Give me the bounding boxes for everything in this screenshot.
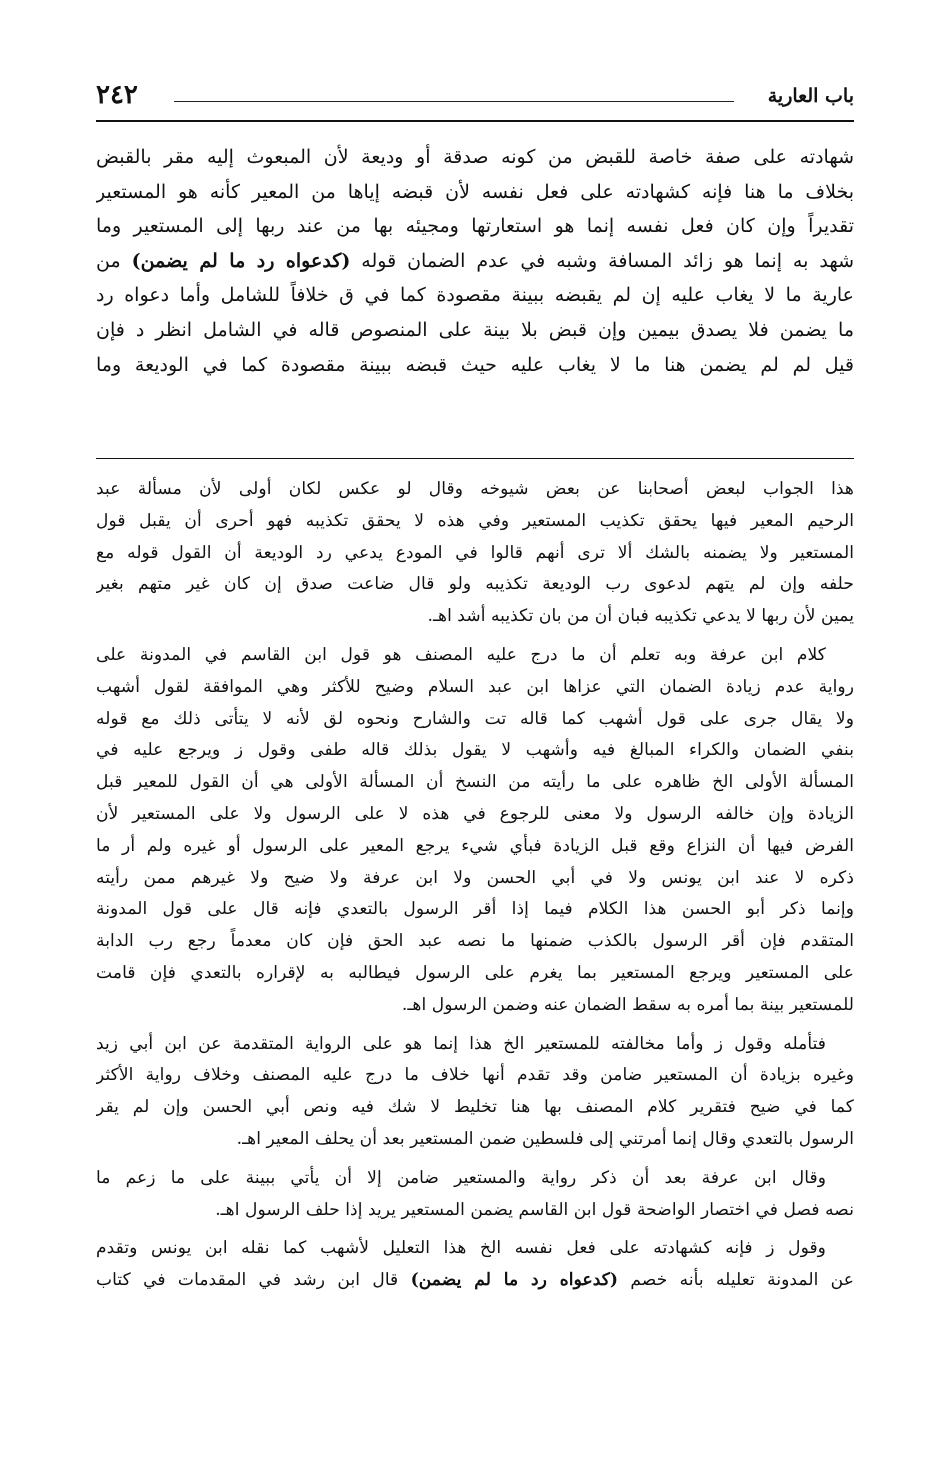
footnote-line: الفرض فيها أن النزاع وقع قبل الزيادة فبأي شيء يرجع المعير على الرسول أو غيره ولم أر ما — [96, 835, 854, 856]
page-number: ٢٤٢ — [96, 80, 138, 110]
footnote-line: المستعير ولا يضمنه بالشك ألا ترى أنهم قالوا في المودع يدعي رد الوديعة أن القول قوله مع — [96, 542, 854, 563]
footnote-line: كما في ضيح فتقرير كلام المصنف بها هنا تخليط لا شك فيه ونص أبي الحسن وإن لم يقر — [96, 1097, 854, 1118]
main-line: بخلاف ما هنا فإنه كشهادته على فعل نفسه لأن قبضه إياها من المعير كأنه هو المستعير — [96, 180, 854, 203]
footnote-line: وقال ابن عرفة بعد أن ذكر رواية والمستعير ضامن إلا أن يأتي ببينة على ما زعم ما — [96, 1167, 826, 1188]
header-rule — [174, 101, 734, 102]
footnote-line: المتقدم فإن أقر الرسول بالكذب ضمنها ما نصه عبد الحق فإن كان معدماً رجع رب الدابة — [96, 931, 854, 952]
main-line: شهادته على صفة خاصة للقبض من كونه صدقة أو وديعة لأن المبعوث إليه مقر بالقبض — [96, 146, 854, 168]
running-head — [96, 80, 854, 114]
main-line: ما يضمن فلا يصدق بيمين وإن قبض بلا بينة على المنصوص قاله في الشامل انظر د فإن — [96, 318, 854, 341]
header-divider — [96, 120, 854, 122]
footnote-line: نصه فصل في اختصار الواضحة قول ابن القاسم يضمن المستعير يريد إذا حلف الرسول اهـ. — [215, 1199, 854, 1220]
main-line-end: من — [96, 249, 121, 272]
footnote-line: بنفي الضمان والكراء المبالغ فيه وأشهب لا يقول بذلك قاله طفى وقول ز ويرجع عليه في — [96, 740, 854, 761]
footnote-line: ذكره لا عند ابن يونس ولا في أبي الحسن ولا ابن عرفة ولا ضيح ولا غيرهم ممن رأيته — [96, 867, 854, 888]
footnote-line: وإنما ذكر أبو الحسن هذا الكلام فيما إذا أقر الرسول بالتعدي فإنه قال على قول المدونة — [96, 899, 854, 920]
footnote-line: المسألة الأولى الخ ظاهره على ما رأيته من النسخ أن المسألة الأولى هي أن القول للمعير قبل — [96, 772, 854, 793]
footnote-paragraph — [96, 1163, 854, 1227]
footnote-line-end: قال ابن رشد في المقدمات في كتاب — [96, 1270, 399, 1291]
main-line-text: شهد به إنما هو زائد المسافة وشبه في عدم الضمان قوله — [361, 249, 854, 272]
footnote-line: فتأمله وقول ز وأما مخالفته للمستعير الخ هذا إنما هو على الرواية المتقدمة عن ابن أبي زيد — [96, 1033, 826, 1054]
footnote-line: على المستعير ويرجع المستعير بما يغرم على الرسول فيطالبه به لإقراره بالتعدي فإن قامت — [96, 962, 854, 983]
footnotes — [96, 474, 854, 1304]
footnote-line: حلفه وإن لم يتهم لدعوى رب الوديعة تكذيبه ولو قال ضاعت صدق إن كان غير متهم بغير — [96, 574, 854, 595]
footnote-line: الزيادة وإن خالفه الرسول ولا معنى للرجوع في هذه لا على الرسول ولا على المستعير لأن — [96, 803, 854, 824]
chapter-title: باب العارية — [767, 85, 854, 107]
footnote-line: هذا الجواب لبعض أصحابنا عن بعض شيوخه وقال لو عكس لكان أولى لأن مسألة عبد — [96, 479, 854, 499]
footnote-line: كلام ابن عرفة وبه تعلم أن ما درج عليه المصنف هو قول ابن القاسم في المدونة على — [96, 644, 826, 665]
footnote-line: الرحيم المعير فيها يحقق تكذيب المستعير وفي هذه لا يحقق تكذيبه فهو أحرى أن يقبل قول — [96, 510, 854, 531]
footnote-line: الرسول بالتعدي وقال إنما أمرتني إلى فلسطين ضمن المستعير بعد أن يحلف المعير اهـ. — [236, 1128, 854, 1149]
footnote-paragraph — [96, 1029, 854, 1156]
main-line: قيل لم لم يضمن هنا ما لا يغاب عليه حيث قبضه ببينة مقصودة كما في الوديعة وما — [96, 353, 854, 376]
main-text — [96, 140, 854, 382]
footnote-line-text: عن المدونة تعليله بأنه خصم — [630, 1270, 854, 1291]
footnote-paragraph — [96, 640, 854, 1022]
footnote-line: رواية عدم زيادة الضمان التي عزاها ابن عبد السلام وضيح للأكثر وهي الموافقة لقول أشهب — [96, 676, 854, 697]
footnote-line: وقول ز فإنه كشهادته على فعل نفسه الخ هذا التعليل لأشهب كما نقله ابن يونس وتقدم — [96, 1238, 826, 1259]
footnote-paragraph — [96, 474, 854, 633]
main-line — [96, 244, 854, 279]
footnote-line — [96, 1265, 854, 1297]
quoted-matn: (كدعواه رد ما لم يضمن) — [410, 1270, 619, 1291]
footnote-line: وغيره بزيادة أن المستعير ضامن وقد تقدم أنها خلاف ما درج عليه المصنف وخلاف رواية الأكثر — [96, 1065, 854, 1086]
footnote-line: يمين لأن ربها لا يدعي تكذيبه فبان أن من بان تكذيبه أشد اهـ. — [427, 606, 854, 627]
main-line: عارية ما لا يغاب عليه إن لم يقبضه ببينة مقصودة كما في ق خلافاً للشامل وأما دعواه رد — [96, 284, 854, 307]
footnote-line: ولا يقال جرى على قول أشهب كما قاله تت والشارح ونحوه لق لأنه لا يتأتى ذلك مع قوله — [96, 708, 854, 729]
quoted-matn: (كدعواه رد ما لم يضمن) — [131, 249, 351, 272]
footnote-paragraph — [96, 1233, 854, 1297]
main-line: تقديراً وإن كان فعل نفسه إنما هو استعارتها ومجيئه بها من عند ربها إلى المستعير وما — [96, 215, 854, 238]
footnote-divider — [96, 458, 854, 459]
footnote-line: للمستعير بينة بما أمره به سقط الضمان عنه وضمن الرسول اهـ. — [401, 994, 854, 1015]
